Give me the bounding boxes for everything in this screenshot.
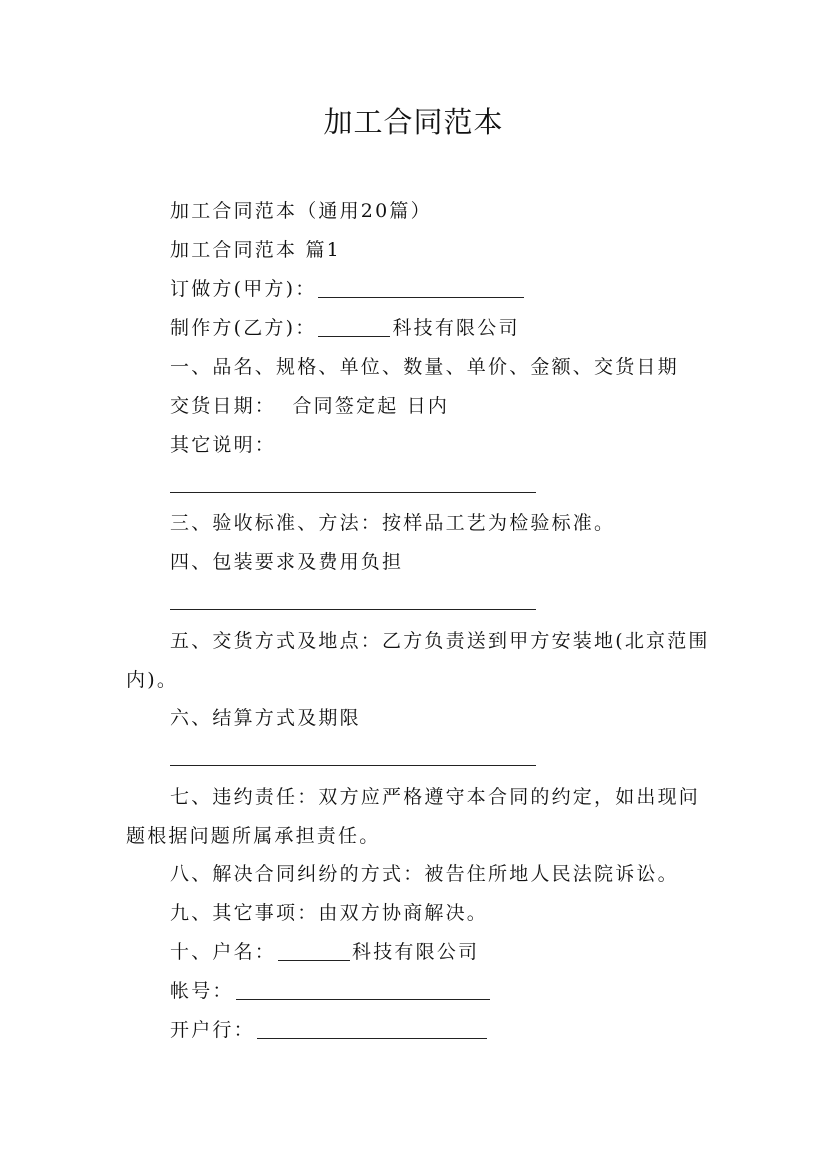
party-a-label: 订做方(甲方)： (170, 278, 317, 300)
blank-rule (170, 765, 536, 766)
clause-item-1: 一、品名、规格、单位、数量、单价、金额、交货日期 (170, 356, 679, 378)
party-a-line (170, 277, 526, 301)
account-number-blank (236, 979, 490, 1000)
party-b-label: 制作方(乙方)： (170, 317, 317, 339)
clause-item-9: 九、其它事项：由双方协商解决。 (170, 902, 489, 924)
account-name-label: 十、户名： (170, 941, 277, 963)
clause-item-8: 八、解决合同纠纷的方式：被告住所地人民法院诉讼。 (170, 863, 679, 885)
account-number-label: 帐号： (170, 980, 234, 1002)
party-b-blank (318, 316, 390, 337)
bank-label: 开户行： (170, 1019, 255, 1041)
document-subtitle: 加工合同范本（通用20篇） (170, 200, 432, 222)
bank-blank (257, 1018, 487, 1039)
delivery-date-line: 交货日期： 合同签定起 日内 (170, 395, 450, 417)
clause-item-3: 三、验收标准、方法：按样品工艺为检验标准。 (170, 512, 616, 534)
clause-item-4: 四、包装要求及费用负担 (170, 551, 404, 573)
account-name-blank (278, 940, 350, 961)
clause-item-6: 六、结算方式及期限 (170, 707, 361, 729)
party-b-suffix: 科技有限公司 (392, 317, 520, 339)
blank-rule (170, 492, 536, 493)
clause-item-10 (170, 940, 479, 964)
bank-line (170, 1018, 489, 1042)
blank-rule (170, 609, 536, 610)
account-number-line (170, 979, 492, 1003)
other-notes-line: 其它说明： (170, 434, 277, 456)
section-heading: 加工合同范本 篇1 (170, 239, 341, 261)
party-a-blank (318, 277, 524, 298)
clause-item-5: 五、交货方式及地点：乙方负责送到甲方安装地(北京范围内)。 (126, 630, 710, 691)
account-name-suffix: 科技有限公司 (352, 941, 480, 963)
party-b-line (170, 316, 520, 340)
document-title: 加工合同范本 (323, 105, 504, 139)
clause-item-7: 七、违约责任：双方应严格遵守本合同的约定，如出现问题根据问题所属承担责任。 (126, 786, 701, 847)
